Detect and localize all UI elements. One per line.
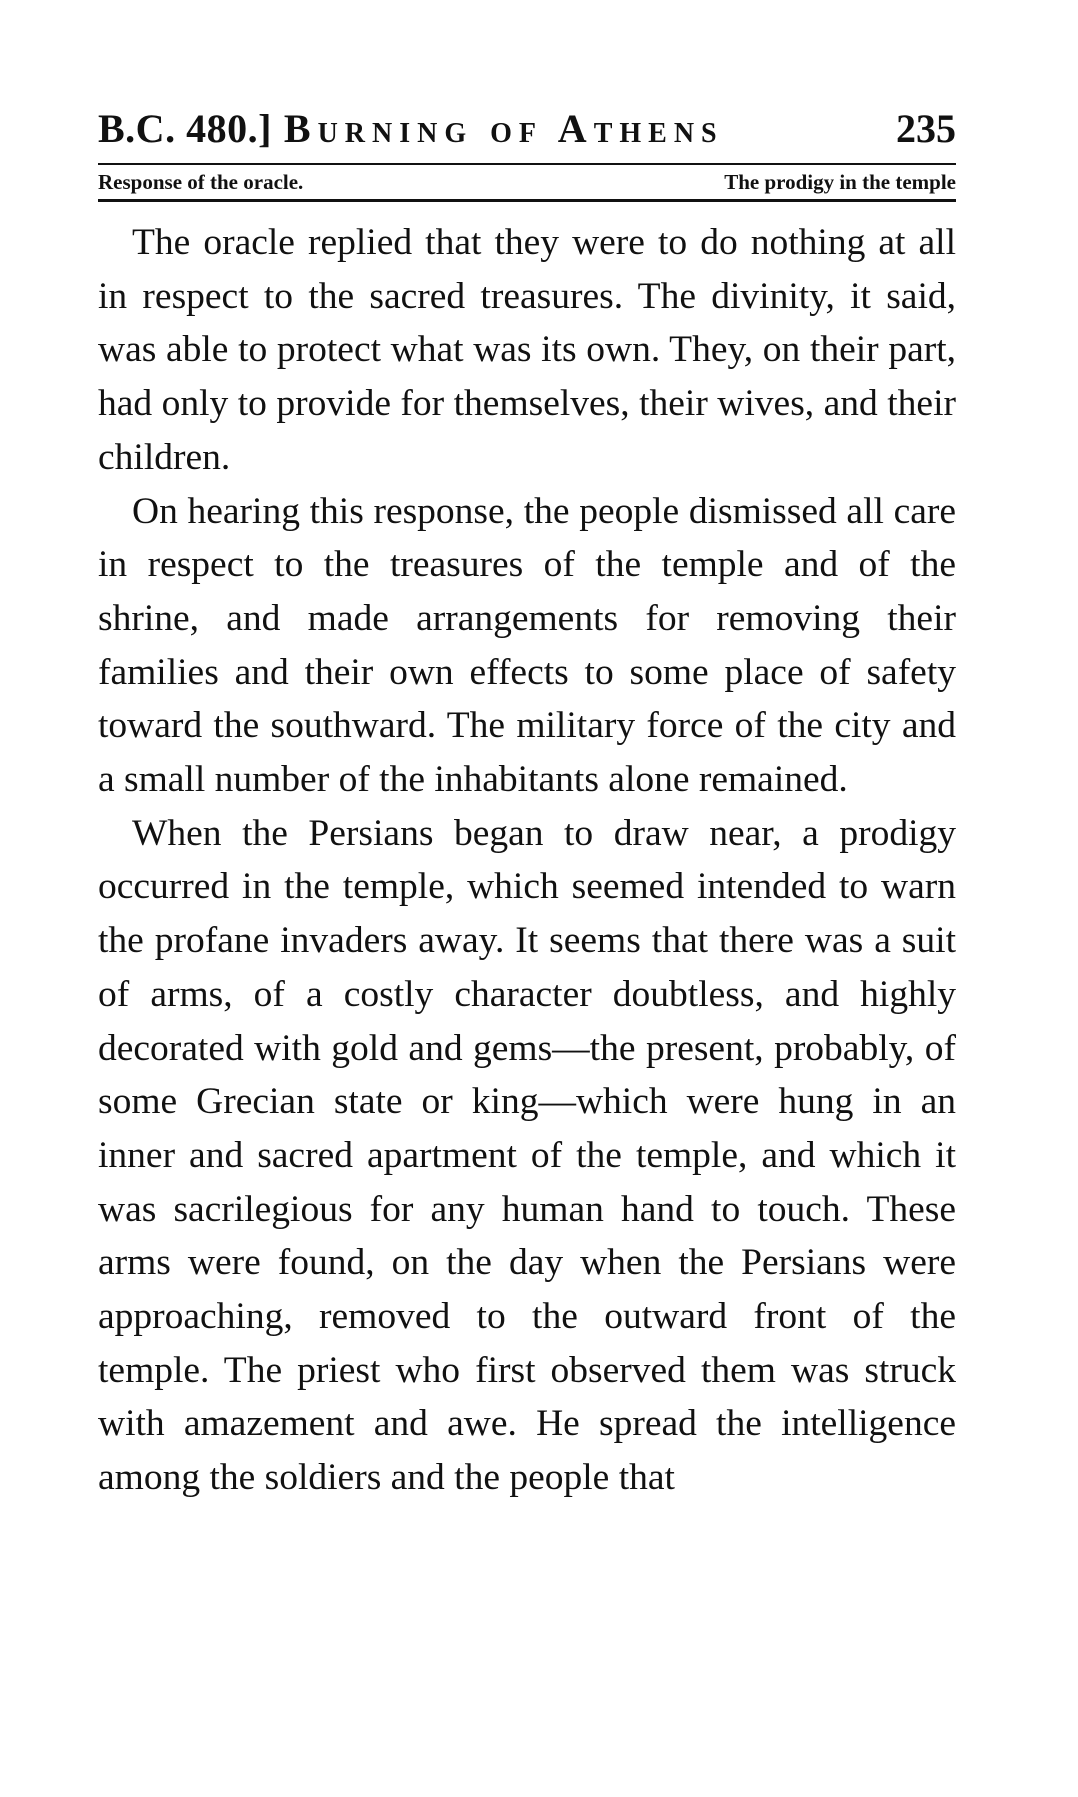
page-number: 235 bbox=[896, 106, 956, 151]
subhead-right: The prodigy in the temple bbox=[724, 170, 956, 194]
body-text bbox=[98, 216, 956, 1505]
subhead-left: Response of the oracle. bbox=[98, 170, 304, 194]
header-title: Burning of Athens bbox=[283, 106, 724, 151]
marginal-subheads bbox=[98, 165, 956, 199]
header-date: B.C. 480.] bbox=[98, 106, 272, 151]
paragraph-prodigy: When the Persians began to draw near, a prodigy occurred in the temple, which seemed intended to warn the profane invaders away. It seems that there was a suit of arms, of a costly character doubtless, and highly decorated with gold and gems—the present, probably, of some Grecian state or king—which were hung in an inner and sacred apartment of the temple, and which it was sacrilegious for any human hand to touch. These arms were found, on the day when the Persians were approaching, removed to the outward front of the temple. The priest who first observed them was struck with amazement and awe. He spread the intelligence among the soldiers and the people that bbox=[98, 812, 956, 1499]
running-head bbox=[98, 105, 956, 153]
paragraph-evacuation: On hearing this response, the people dismissed all care in respect to the treasures of the temple and of the shrine, and made arrangements for removing their families and their own effects to some place of safety toward the southward. The military force of the city and a small number of the inhabitants alone remained. bbox=[98, 490, 956, 801]
paragraph-oracle-reply: The oracle replied that they were to do nothing at all in respect to the sacred treasures. The divinity, it said, was able to protect what was its own. They, on their part, had only to provide for themselves, their wives, and their children. bbox=[98, 222, 956, 478]
subhead-rule bbox=[98, 199, 956, 202]
book-page bbox=[98, 105, 956, 1505]
